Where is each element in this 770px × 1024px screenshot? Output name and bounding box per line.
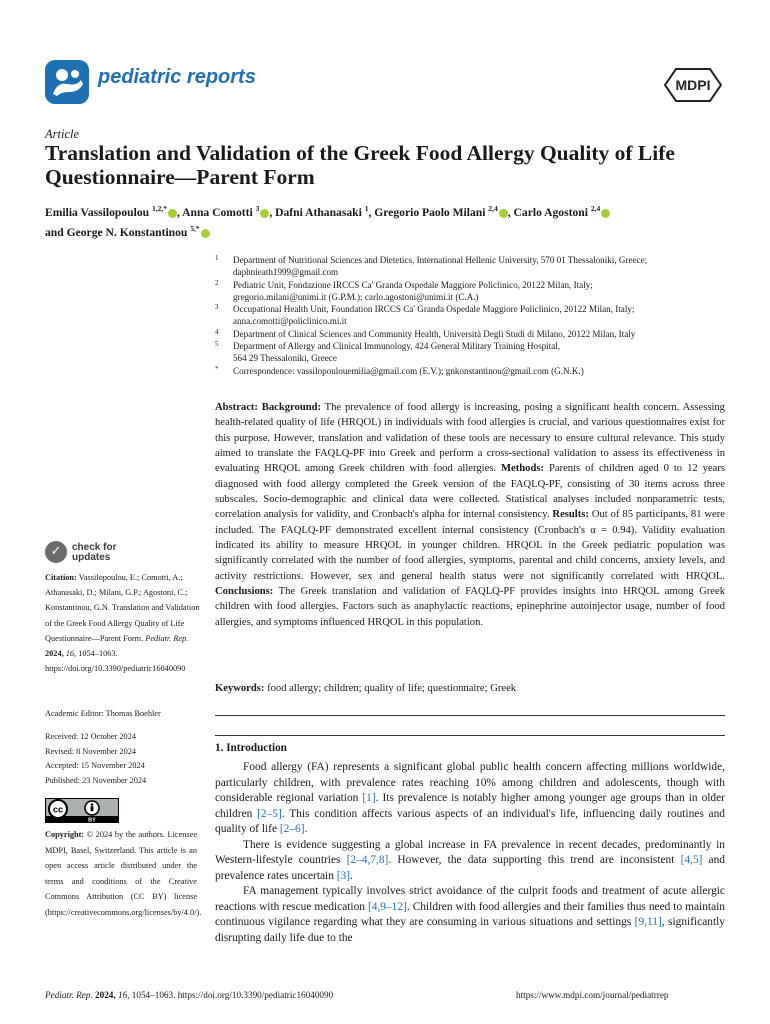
affiliation-text: Department of Allergy and Clinical Immunology, 424 General Military Training Hospital, (233, 341, 561, 352)
orcid-icon[interactable] (201, 229, 210, 238)
affiliation-email[interactable]: gregorio.milani@unimi.it (G.P.M.); carlo.agostoni@unimi.it (C.A.) (233, 291, 479, 302)
paragraph: FA management typically involves strict avoidance of the culprit foods and treatment of acute allergic reactions with rescue medication [4,9–12]. Children with food allergies and their families thus need to maintain continuous vigilance regarding what they are consuming in various situations and settings [9,11], significantly disrupting daily life due to the (215, 885, 725, 944)
correspondence (215, 365, 735, 377)
author-affiliation-mark: 1,2,* (151, 204, 167, 213)
journal-name[interactable]: pediatric reports (98, 66, 256, 88)
citation-journal: Pediatr. Rep. (145, 633, 189, 643)
abstract-label: Abstract: (215, 402, 258, 413)
journal-logo-icon (45, 60, 89, 104)
conclusions-label: Conclusions: (215, 586, 274, 598)
mdpi-logo-icon (664, 68, 722, 102)
author-list: Emilia Vassilopoulou $^{1,2,*}$ , Anna Comotti $^3$ , Dafni Athanasaki $^1$, Gregorio Paolo Milani $^{2,4}$ , Carlo Agostoni $^{2,4}$ and George N. Konstantinou $^{5,*}$ (45, 201, 745, 241)
author-name: Emilia Vassilopoulou (45, 205, 150, 219)
citation-label: Citation: (45, 573, 77, 582)
section-heading: 1. Introduction (215, 742, 287, 754)
author-affiliation-mark: 5,* (190, 223, 200, 233)
author-affiliation-mark: 2,4 (488, 204, 498, 213)
citation-text: Vassilopoulou, E.; Comotti, A.; Athanasaki, D.; Milani, G.P.; Agostoni, C.; Konstantinou, G.N. Translation and Validation of the Greek Food Allergy Quality of Life Questionnaire—Parent Form. (45, 573, 200, 643)
reference-link[interactable]: [4,5] (680, 854, 703, 866)
article-dates (45, 707, 205, 789)
footer-volume: 16, (117, 990, 130, 1000)
affiliation-number: 4 (215, 327, 219, 336)
mdpi-logo-text: MDPI (675, 77, 711, 93)
methods-label: Methods: (501, 463, 544, 475)
author-affiliation-mark: 3 (255, 204, 260, 213)
affiliation-email[interactable]: daphnieath1999@gmail.com (233, 267, 339, 278)
academic-editor: Academic Editor: Thomas Boehler (45, 709, 161, 718)
section-divider (215, 735, 725, 736)
cc-by-license-icon[interactable] (45, 798, 119, 823)
reference-link[interactable]: [3] (336, 869, 351, 882)
footer-year: 2024, (95, 990, 116, 1000)
author-name: Dafni Athanasaki (275, 205, 362, 219)
introduction-body (215, 760, 725, 946)
copyright-label: Copyright: (45, 830, 85, 839)
footer-journal-url[interactable]: https://www.mdpi.com/journal/pediatrrep (516, 990, 669, 1000)
cc-badge-label: BY (88, 817, 96, 823)
keywords (215, 683, 725, 694)
orcid-icon[interactable] (499, 209, 508, 218)
author-name: Carlo Agostoni (513, 205, 588, 219)
orcid-icon[interactable] (601, 209, 610, 218)
background-label: Background: (261, 402, 322, 413)
received-date: Received: 12 October 2024 (45, 731, 137, 741)
results-label: Results: (552, 509, 589, 521)
keywords-text: food allergy; children; quality of life; questionnaire; Greek (267, 683, 517, 694)
check-for-updates-button[interactable] (72, 543, 116, 563)
paragraph: There is evidence suggesting a global increase in FA prevalence in recent decades, predominantly in Western-lifestyle countries [2–4,7,8]. However, the data supporting this trend are inconsistent [4,5] and prevalence rates uncertain [3]. (215, 838, 725, 882)
affiliations (215, 254, 735, 377)
keywords-label: Keywords: (215, 683, 265, 694)
copyright-text: © 2024 by the authors. Licensee MDPI, Basel, Switzerland. This article is an open access article distributed under the terms and conditions of the Creative Commons Attribution (CC BY) license (https://creativecommons.org/licenses/by/4.0/). (45, 830, 202, 917)
affiliation-email[interactable]: anna.comotti@policlinico.mi.it (233, 316, 347, 327)
orcid-icon[interactable] (260, 209, 269, 218)
affiliation-item (215, 303, 735, 328)
abstract-results: Out of 85 participants, 81 were included. The FAQLQ-PF demonstrated excellent internal consistency (Cronbach's α = 0.94). Validity evaluation indicated its ability to measure HRQOL in younger children. HRQOL in the Greek pediatric population was significantly correlated with the number of food allergies, symptoms, parental and child concerns, anxiety levels, and activity restrictions. However, sex and general health status were not significantly correlated with HRQOL. (215, 509, 725, 582)
footer-journal: Pediatr. Rep. (45, 990, 93, 1000)
reference-link[interactable]: [4,9–12] (367, 900, 407, 913)
correspondence-text[interactable]: Correspondence: vassilopoulouemilia@gmail.com (E.V.); gnkonstantinou@gmail.com (G.N.K.) (233, 365, 584, 376)
author-name: George N. Konstantinou (66, 225, 188, 239)
section-divider (215, 715, 725, 716)
published-date: Published: 23 November 2024 (45, 776, 147, 786)
check-updates-line2: updates (72, 552, 111, 563)
citation-year: 2024, (45, 649, 64, 659)
affiliation-number: 1 (215, 254, 219, 262)
citation-block (45, 570, 200, 676)
abstract-conclusions: The Greek translation and validation of FAQLQ-PF provides insights into HRQOL among Greek children with food allergies. Factors such as anaphylactic reactions, epinephrine autoinjector usage, number of food allergies, and symptoms influenced HRQOL in this population. (215, 586, 725, 628)
reference-link[interactable]: [2–5] (257, 807, 282, 820)
affiliation-text: Department of Clinical Sciences and Community Health, Università Degli Studi di Milano, 20122 Milan, Italy (233, 328, 636, 339)
affiliation-item (215, 340, 735, 365)
reference-link[interactable]: [2–4,7,8] (346, 854, 389, 866)
abstract-background: The prevalence of food allergy is increasing, posing a significant health concern. Assessing health-related quality of life (HRQOL) in individuals with food allergies is crucial, and various questionnaires exist for this purpose. However, translation and validation of these tools are necessary to ensure cultural relevance. This study aimed to translate the FAQLQ-PF into Greek and perform a cross-sectional validation to assess its effectiveness in evaluating HRQOL among Greek children with food allergies. (215, 402, 725, 475)
check-updates-line1: check for (72, 542, 117, 553)
check-for-updates-icon[interactable]: ✓ (45, 541, 67, 563)
affiliation-text: Occupational Health Unit, Foundation IRCCS Ca' Granda Ospedale Maggiore Policlinico, 20122 Milan, Italy; (233, 304, 635, 315)
affiliation-number: 5 (215, 340, 219, 349)
abstract-methods: Parents of children aged 0 to 12 years diagnosed with food allergy completed the Greek version of the FAQLQ-PF, consisting of 30 items across three subscales. Socio-demographic and clinical data were collected. Statistical analyses included nonparametric tests, correlation analysis for validity, and Cronbach's alpha for internal consistency. (215, 463, 725, 521)
footer-citation (45, 990, 333, 1000)
affiliation-number: * (215, 364, 219, 373)
accepted-date: Accepted: 15 November 2024 (45, 761, 145, 771)
affiliation-number: 3 (215, 303, 219, 312)
article-title: Translation and Validation of the Greek Food Allergy Quality of Life Questionnaire—Parent Form (45, 141, 675, 189)
citation-pages-doi[interactable]: 1054–1063. https://doi.org/10.3390/pediatric16040090 (45, 649, 186, 674)
affiliation-number: 2 (215, 278, 219, 287)
orcid-icon[interactable] (168, 209, 177, 218)
author-affiliation-mark: 1 (364, 204, 369, 213)
author-name: Anna Comotti (182, 205, 253, 219)
author-name: Gregorio Paolo Milani (374, 205, 486, 219)
reference-link[interactable]: [1] (362, 792, 376, 804)
affiliation-item (215, 254, 735, 279)
paragraph: Food allergy (FA) represents a significant global public health concern affecting millions worldwide, particularly children, with prevalence rates reaching 10% among children and adolescents, though with considerable regional variation [1]. Its prevalence is notably higher among younger age groups than in older children [2–5]. This condition affects various aspects of an individual's life, influencing daily routines and quality of life [2–6]. (215, 761, 725, 835)
reference-link[interactable]: [9,11] (634, 916, 662, 928)
copyright-notice (45, 827, 202, 921)
affiliation-item (215, 279, 735, 304)
affiliation-text: 564 29 Thessaloniki, Greece (233, 353, 337, 364)
affiliation-text: Pediatric Unit, Fondazione IRCCS Ca' Granda Ospedale Maggiore Policlinico, 20122 Milan, Italy; (233, 279, 593, 290)
svg-text:cc: cc (52, 804, 64, 815)
reference-link[interactable]: [2–6] (279, 823, 305, 835)
affiliation-item (215, 328, 735, 340)
author-affiliation-mark: 2,4 (590, 204, 601, 213)
revised-date: Revised: 8 November 2024 (45, 746, 137, 756)
citation-volume: 16, (65, 649, 77, 659)
footer-doi[interactable]: 1054–1063. https://doi.org/10.3390/pediatric16040090 (131, 990, 334, 1000)
article-type: Article (45, 127, 80, 141)
affiliation-text: Department of Nutritional Sciences and Dietetics, International Hellenic University, 570 01 Thessaloniki, Greece; (233, 255, 648, 265)
abstract (215, 400, 725, 630)
